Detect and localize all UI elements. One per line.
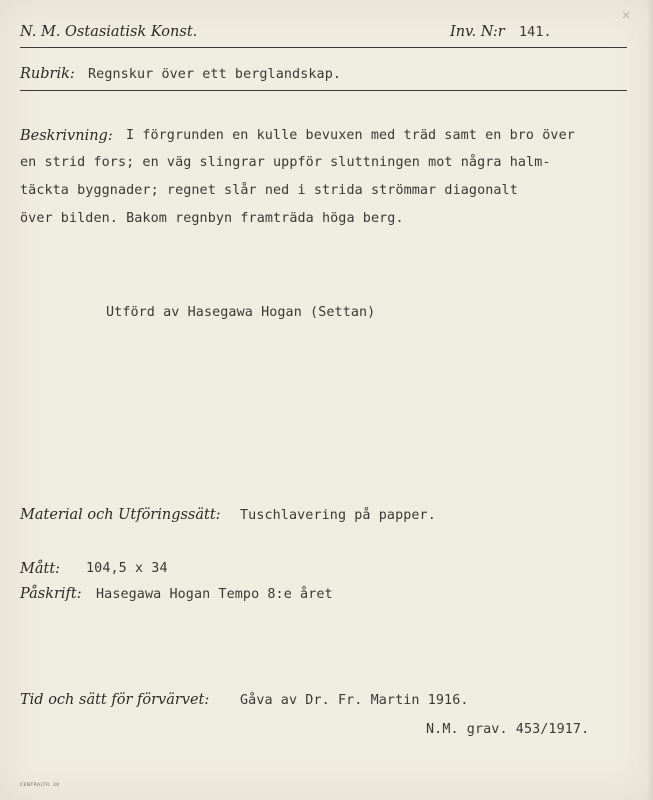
card-edge — [647, 0, 653, 800]
beskrivning-line: över bilden. Bakom regnbyn framträda höga berg. — [20, 211, 404, 226]
inv-label: Inv. N:r — [450, 24, 505, 40]
forvarv-value: Gåva av Dr. Fr. Martin 1916. — [240, 693, 469, 708]
matt-value: 104,5 x 34 — [86, 561, 168, 576]
rubrik-label: Rubrik: — [20, 66, 75, 82]
inv-number: 141. — [519, 25, 552, 40]
printer-mark: CENTRALTR. 20 — [20, 783, 60, 788]
paskrift-label: Påskrift: — [20, 586, 82, 602]
beskrivning-line: en strid fors; en väg slingrar uppför sluttningen mot några halm- — [20, 155, 551, 170]
material-label: Material och Utföringssätt: — [20, 507, 221, 523]
museum-name: N. M. Ostasiatisk Konst. — [20, 24, 198, 40]
rubrik-rule — [20, 90, 627, 91]
artist-line: Utförd av Hasegawa Hogan (Settan) — [106, 305, 376, 320]
header-rule — [20, 47, 627, 48]
material-value: Tuschlavering på papper. — [240, 508, 436, 523]
paskrift-value: Hasegawa Hogan Tempo 8:e året — [96, 587, 333, 602]
beskrivning-line: täckta byggnader; regnet slår ned i strida strömmar diagonalt — [20, 183, 518, 198]
matt-label: Mått: — [20, 561, 61, 577]
forvarv-label: Tid och sätt för förvärvet: — [20, 692, 210, 708]
forvarv-ref: N.M. grav. 453/1917. — [426, 722, 590, 737]
pencil-x-mark: × — [620, 8, 631, 22]
beskrivning-line: I förgrunden en kulle bevuxen med träd samt en bro över — [126, 128, 575, 143]
beskrivning-label: Beskrivning: — [20, 128, 113, 144]
rubrik-value: Regnskur över ett berglandskap. — [88, 67, 342, 82]
